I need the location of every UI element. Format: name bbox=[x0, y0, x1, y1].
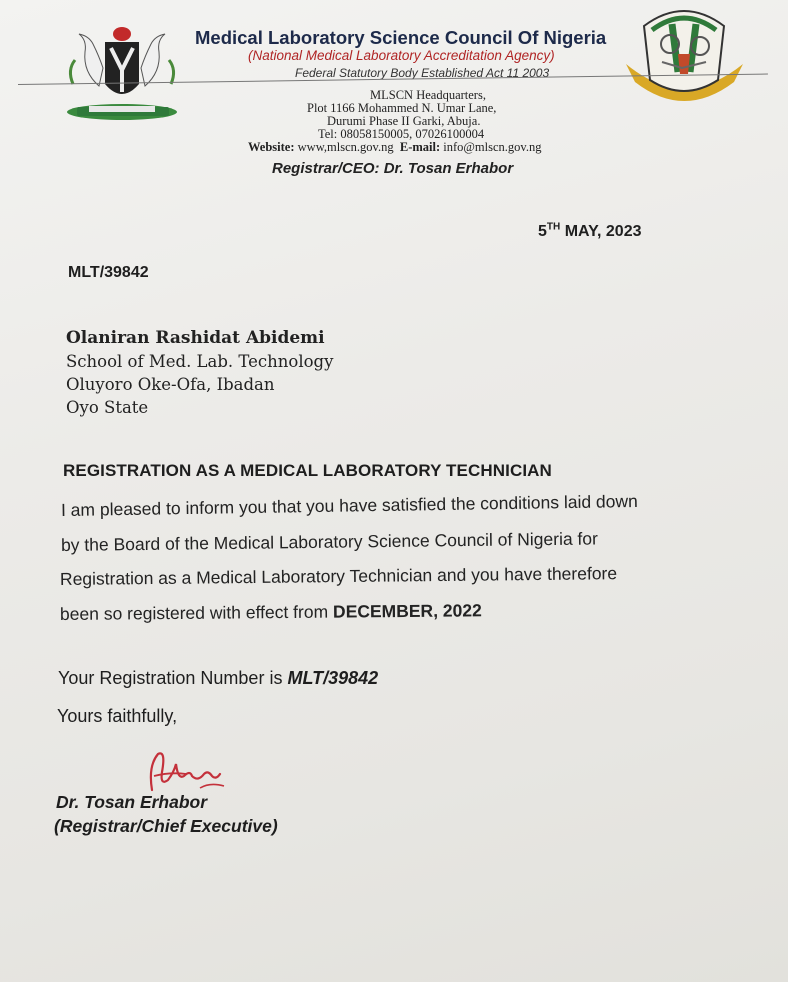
recipient-address-3: Oyo State bbox=[66, 398, 149, 417]
closing: Yours faithfully, bbox=[57, 706, 178, 726]
recipient-name: Olaniran Rashidat Abidemi bbox=[66, 328, 325, 348]
body-line-2: by the Board of the Medical Laboratory Science Council of Nigeria for bbox=[60, 528, 599, 555]
date-suffix: TH bbox=[546, 221, 561, 233]
address-line-2: Plot 1166 Mohammed N. Umar Lane, bbox=[307, 101, 497, 115]
org-established: Federal Statutory Body Established Act 11 2003 bbox=[295, 66, 550, 80]
registrar-line: Registrar/CEO: Dr. Tosan Erhabor bbox=[272, 160, 514, 177]
signer-name: Dr. Tosan Erhabor bbox=[56, 792, 208, 812]
address-line-1: MLSCN Headquarters, bbox=[370, 88, 486, 102]
email-label: E-mail: bbox=[399, 140, 441, 154]
address-line-3: Durumi Phase II Garki, Abuja. bbox=[327, 114, 481, 128]
effective-date: DECEMBER, 2022 bbox=[332, 600, 482, 622]
mlscn-seal-icon bbox=[622, 2, 747, 107]
reg-number: MLT/39842 bbox=[287, 668, 379, 688]
letter-subject: REGISTRATION AS A MEDICAL LABORATORY TECHNICIAN bbox=[63, 461, 552, 480]
signer-title: (Registrar/Chief Executive) bbox=[54, 816, 278, 836]
org-subtitle: (National Medical Laboratory Accreditation Agency) bbox=[248, 48, 555, 63]
reference-number: MLT/39842 bbox=[68, 264, 149, 281]
website-label: Website: bbox=[248, 140, 295, 154]
website-link: www,mlscn.gov.ng bbox=[297, 140, 394, 154]
nigeria-coat-of-arms-icon bbox=[55, 12, 190, 122]
recipient-address-1: School of Med. Lab. Technology bbox=[66, 352, 334, 371]
address-web-email bbox=[248, 140, 541, 155]
org-name: Medical Laboratory Science Council Of Nigeria bbox=[195, 27, 607, 48]
date-day: 5 bbox=[538, 223, 547, 240]
body-line-4 bbox=[60, 600, 482, 625]
body-line-1: I am pleased to inform you that you have satisfied the conditions laid down bbox=[60, 490, 638, 520]
reg-prefix: Your Registration Number is bbox=[58, 668, 288, 688]
address-tel: Tel: 08058150005, 07026100004 bbox=[318, 127, 485, 141]
letter-date bbox=[538, 223, 642, 241]
registration-number-line bbox=[58, 668, 378, 689]
email-link: info@mlscn.gov.ng bbox=[443, 140, 542, 154]
date-rest: MAY, 2023 bbox=[560, 223, 642, 240]
recipient-address-2: Oluyoro Oke-Ofa, Ibadan bbox=[66, 375, 275, 394]
body-line-4-text: been so registered with effect from bbox=[59, 601, 334, 624]
body-line-3: Registration as a Medical Laboratory Technician and you have therefore bbox=[59, 563, 618, 589]
